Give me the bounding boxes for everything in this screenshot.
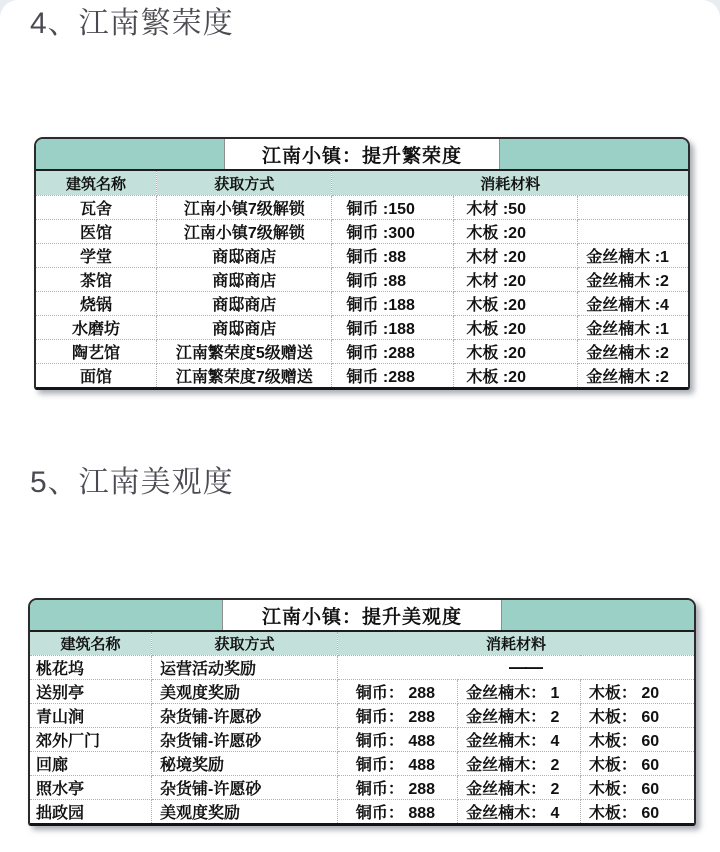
table-cell [578,196,688,220]
table-cell: 铜币： 488 [337,728,457,752]
table-cell: 铜币 :288 [332,340,454,364]
table-cell: 铜币 :88 [332,244,454,268]
table-cell: 铜币 :288 [332,364,454,388]
col-header-materials: 消耗材料 [337,632,694,656]
table-cell: 铜币： 888 [337,800,457,824]
beauty-table [28,598,696,826]
title-bar-left-fill [30,600,222,630]
table-cell: 木板： 60 [580,728,694,752]
section-heading-prosperity: 4、江南繁荣度 [30,7,234,40]
table-title: 江南小镇：提升美观度 [222,600,503,630]
table-cell: 杂货铺-许愿砂 [152,704,338,728]
table-cell: 照水亭 [30,776,152,800]
table-cell: 木板： 60 [580,704,694,728]
table-cell: 瓦舍 [36,196,157,220]
table-cell: 铜币： 288 [337,776,457,800]
table-cell: —— [337,656,694,680]
table-cell: 陶艺馆 [36,340,157,364]
table-cell: 商邸商店 [157,244,332,268]
table-row [36,196,688,220]
table-title: 江南小镇：提升繁荣度 [224,139,500,169]
table-cell: 送别亭 [30,680,152,704]
table-cell: 木板 :20 [454,316,578,340]
table-cell: 秘境奖励 [152,752,338,776]
table-row [36,244,688,268]
table-cell: 木板 :20 [454,220,578,244]
table-title-bar [36,139,688,171]
col-header-building-name: 建筑名称 [30,632,152,656]
table-cell: 运营活动奖励 [152,656,338,680]
table-row [30,728,694,752]
table-cell: 杂货铺-许愿砂 [152,776,338,800]
table-title-bar [30,600,694,632]
table-cell: 金丝楠木 :2 [578,268,688,292]
table-cell: 茶馆 [36,268,157,292]
table-cell: 木板： 60 [580,800,694,824]
table-cell: 水磨坊 [36,316,157,340]
table-cell: 木板 :20 [454,340,578,364]
col-header-building-name: 建筑名称 [36,171,157,196]
table-cell: 铜币 :150 [332,196,454,220]
table-cell: 青山涧 [30,704,152,728]
table-cell: 商邸商店 [157,268,332,292]
table-row [30,776,694,800]
table-cell: 木板： 60 [580,776,694,800]
table-cell: 金丝楠木： 2 [458,776,581,800]
table-cell: 江南小镇7级解锁 [157,220,332,244]
table-cell: 商邸商店 [157,316,332,340]
table-row [36,292,688,316]
table-cell: 铜币 :300 [332,220,454,244]
table-cell: 江南繁荣度5级赠送 [157,340,332,364]
table-row [36,316,688,340]
table-cell: 烧锅 [36,292,157,316]
beauty-table-grid [30,632,694,823]
table-cell: 铜币 :188 [332,292,454,316]
col-header-materials: 消耗材料 [332,171,688,196]
table-cell: 铜币 :88 [332,268,454,292]
table-cell: 金丝楠木 :1 [578,316,688,340]
table-row [30,680,694,704]
table-row [30,656,694,680]
table-cell: 金丝楠木： 4 [458,800,581,824]
table-cell: 铜币： 288 [337,680,457,704]
table-row [30,752,694,776]
table-row [36,364,688,388]
table-cell: 铜币： 288 [337,704,457,728]
table-cell: 木材 :20 [454,268,578,292]
table-cell: 回廊 [30,752,152,776]
table-row [36,268,688,292]
table-cell: 金丝楠木 :2 [578,340,688,364]
column-header-row [30,632,694,656]
table-row [30,800,694,824]
table-cell: 木材 :50 [454,196,578,220]
table-cell: 木板： 20 [580,680,694,704]
prosperity-table [34,137,690,390]
table-row [30,704,694,728]
table-cell: 木板 :20 [454,364,578,388]
title-bar-right-fill [500,139,688,169]
table-cell: 江南小镇7级解锁 [157,196,332,220]
table-cell [578,220,688,244]
title-bar-left-fill [36,139,224,169]
table-cell: 金丝楠木 :2 [578,364,688,388]
table-cell: 金丝楠木： 1 [458,680,581,704]
table-cell: 商邸商店 [157,292,332,316]
table-cell: 学堂 [36,244,157,268]
table-row [36,220,688,244]
table-cell: 铜币： 488 [337,752,457,776]
col-header-acquisition: 获取方式 [152,632,338,656]
table-cell: 木板： 60 [580,752,694,776]
table-cell: 桃花坞 [30,656,152,680]
table-cell: 医馆 [36,220,157,244]
table-cell: 面馆 [36,364,157,388]
table-cell: 木板 :20 [454,292,578,316]
table-cell: 江南繁荣度7级赠送 [157,364,332,388]
table-cell: 美观度奖励 [152,800,338,824]
table-cell: 金丝楠木： 2 [458,704,581,728]
table-cell: 杂货铺-许愿砂 [152,728,338,752]
table-cell: 拙政园 [30,800,152,824]
col-header-acquisition: 获取方式 [157,171,332,196]
title-bar-right-fill [502,600,694,630]
table-row [36,340,688,364]
table-cell: 郊外厂门 [30,728,152,752]
column-header-row [36,171,688,196]
table-cell: 金丝楠木： 2 [458,752,581,776]
table-cell: 铜币 :188 [332,316,454,340]
table-cell: 金丝楠木： 4 [458,728,581,752]
table-cell: 金丝楠木 :4 [578,292,688,316]
table-cell: 金丝楠木 :1 [578,244,688,268]
table-cell: 美观度奖励 [152,680,338,704]
prosperity-table-grid [36,171,688,387]
table-cell: 木材 :20 [454,244,578,268]
section-heading-beauty: 5、江南美观度 [30,466,234,499]
